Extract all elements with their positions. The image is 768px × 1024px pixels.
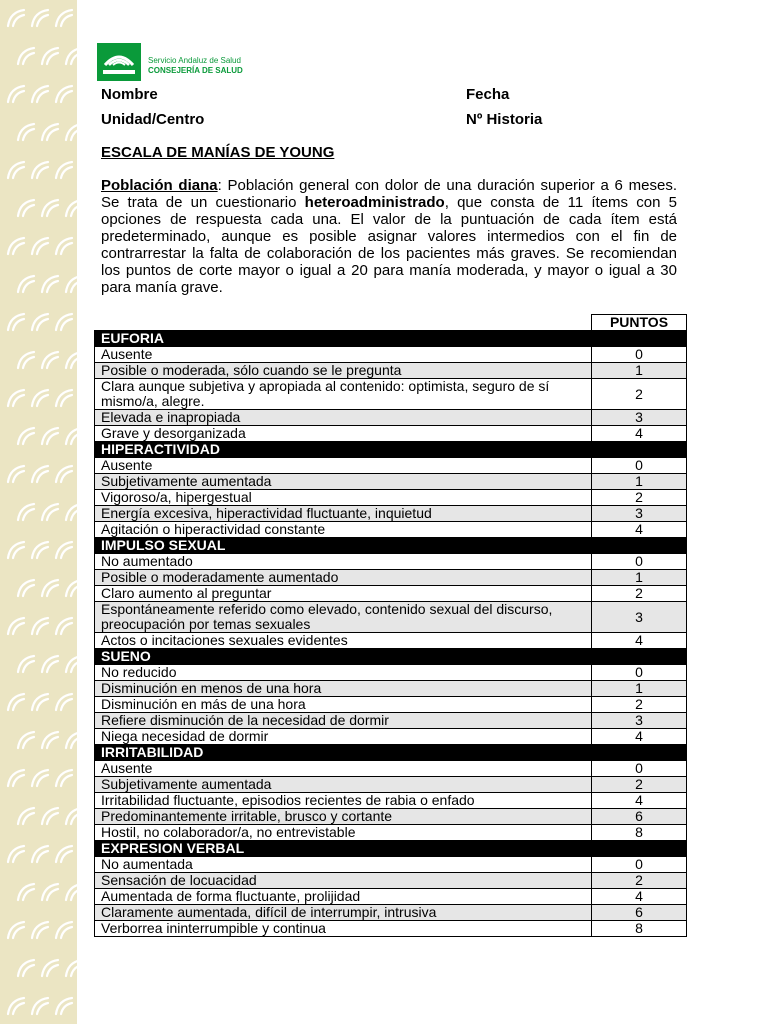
item-description: Agitación o hiperactividad constante — [95, 522, 592, 538]
table-row — [95, 522, 687, 538]
item-points: 2 — [592, 586, 687, 602]
band-swirl-mark — [56, 998, 72, 1014]
band-swirl-mark — [66, 884, 77, 900]
table-row — [95, 793, 687, 809]
section-points-blank — [592, 745, 687, 761]
item-points: 3 — [592, 410, 687, 426]
item-description: Ausente — [95, 761, 592, 777]
band-swirl-mark — [56, 770, 72, 786]
item-points: 4 — [592, 889, 687, 905]
item-points: 1 — [592, 474, 687, 490]
table-row — [95, 729, 687, 745]
band-swirl-mark — [18, 48, 34, 64]
band-swirl-mark — [18, 352, 34, 368]
section-header-row — [95, 745, 687, 761]
table-row — [95, 809, 687, 825]
item-points: 0 — [592, 347, 687, 363]
band-swirl-mark — [32, 694, 48, 710]
band-swirl-mark — [18, 884, 34, 900]
points-column-header: PUNTOS — [592, 315, 687, 331]
band-swirl-mark — [56, 922, 72, 938]
item-points: 8 — [592, 825, 687, 841]
band-swirl-mark — [8, 770, 24, 786]
band-swirl-mark — [8, 846, 24, 862]
band-swirl-mark — [66, 580, 77, 596]
section-header-row — [95, 841, 687, 857]
item-description: Sensación de locuacidad — [95, 873, 592, 889]
band-swirl-mark — [32, 466, 48, 482]
band-swirl-mark — [18, 580, 34, 596]
section-title: IMPULSO SEXUAL — [95, 538, 592, 554]
band-swirl-mark — [8, 542, 24, 558]
item-points: 1 — [592, 681, 687, 697]
section-header-row — [95, 331, 687, 347]
intro-text-1: : Población general con dolor de una duración superior a 6 meses. Se trata de un cuestionario — [101, 177, 677, 211]
item-points: 0 — [592, 458, 687, 474]
target-population-label: Población diana — [101, 177, 218, 194]
band-swirl-mark — [42, 48, 58, 64]
item-points: 3 — [592, 713, 687, 729]
band-swirl-mark — [66, 428, 77, 444]
band-swirl-mark — [32, 10, 48, 26]
band-swirl-mark — [32, 314, 48, 330]
band-swirl-mark — [8, 618, 24, 634]
item-description: Energía excesiva, hiperactividad fluctuante, inquietud — [95, 506, 592, 522]
item-description: No aumentada — [95, 857, 592, 873]
section-points-blank — [592, 442, 687, 458]
table-row — [95, 570, 687, 586]
band-swirl-mark — [32, 86, 48, 102]
band-swirl-mark — [32, 162, 48, 178]
intro-text-2: , que consta de 11 ítems con 5 opciones de respuesta cada una. El valor de la puntuación de cada ítem está predeterminado, aunque es posible asignar valores intermedios con el fin de contrarrestar la falta de colaboración de los pacientes más graves. Se recomiendan los puntos de corte mayor o igual a 20 para manía moderada, y mayor o igual a 30 para manía grave. — [101, 194, 677, 296]
table-row — [95, 426, 687, 442]
item-description: Posible o moderadamente aumentado — [95, 570, 592, 586]
table-row — [95, 410, 687, 426]
table-row — [95, 713, 687, 729]
item-points: 4 — [592, 633, 687, 649]
item-description: Niega necesidad de dormir — [95, 729, 592, 745]
band-swirl-mark — [18, 732, 34, 748]
item-description: Ausente — [95, 347, 592, 363]
band-swirl-mark — [66, 808, 77, 824]
field-historia-label: Nº Historia — [466, 111, 543, 128]
item-description: Ausente — [95, 458, 592, 474]
band-swirl-mark — [18, 428, 34, 444]
section-points-blank — [592, 841, 687, 857]
item-points: 4 — [592, 793, 687, 809]
band-swirl-mark — [32, 770, 48, 786]
band-swirl-mark — [42, 200, 58, 216]
table-row — [95, 363, 687, 379]
band-swirl-mark — [8, 86, 24, 102]
band-swirl-mark — [56, 466, 72, 482]
section-title: EXPRESION VERBAL — [95, 841, 592, 857]
band-swirl-mark — [56, 390, 72, 406]
intro-bold-term: heteroadministrado — [304, 194, 445, 211]
item-description: No reducido — [95, 665, 592, 681]
item-description: Aumentada de forma fluctuante, prolijidad — [95, 889, 592, 905]
item-description: Grave y desorganizada — [95, 426, 592, 442]
item-description: Espontáneamente referido como elevado, contenido sexual del discurso, preocupación por temas sexuales — [95, 602, 592, 633]
table-row — [95, 857, 687, 873]
band-swirl-mark — [42, 884, 58, 900]
item-points: 0 — [592, 665, 687, 681]
item-description: Predominantemente irritable, brusco y cortante — [95, 809, 592, 825]
table-header-blank — [95, 315, 592, 331]
item-points: 6 — [592, 905, 687, 921]
band-swirl-mark — [8, 10, 24, 26]
band-swirl-mark — [32, 846, 48, 862]
section-header-row — [95, 538, 687, 554]
table-row — [95, 761, 687, 777]
item-points: 2 — [592, 490, 687, 506]
band-swirl-mark — [42, 352, 58, 368]
item-description: Vigoroso/a, hipergestual — [95, 490, 592, 506]
decorative-side-band — [0, 0, 77, 1024]
band-swirl-mark — [8, 162, 24, 178]
table-row — [95, 633, 687, 649]
junta-andalucia-logo-icon — [97, 43, 141, 81]
band-swirl-mark — [18, 276, 34, 292]
band-swirl-mark — [66, 732, 77, 748]
band-swirl-mark — [18, 656, 34, 672]
band-swirl-mark — [42, 580, 58, 596]
band-swirl-mark — [56, 162, 72, 178]
band-swirl-mark — [56, 314, 72, 330]
table-row — [95, 873, 687, 889]
logo-ministry-name: CONSEJERÍA DE SALUD — [148, 66, 243, 75]
band-swirl-mark — [42, 276, 58, 292]
band-swirl-mark — [66, 48, 77, 64]
item-points: 4 — [592, 729, 687, 745]
band-swirl-mark — [56, 86, 72, 102]
section-title: EUFORIA — [95, 331, 592, 347]
table-row — [95, 602, 687, 633]
item-description: Disminución en menos de una hora — [95, 681, 592, 697]
item-points: 2 — [592, 697, 687, 713]
item-description: Subjetivamente aumentada — [95, 474, 592, 490]
item-points: 3 — [592, 506, 687, 522]
section-points-blank — [592, 538, 687, 554]
field-nombre-label: Nombre — [101, 86, 158, 103]
table-row — [95, 506, 687, 522]
table-row — [95, 777, 687, 793]
band-swirl-mark — [8, 694, 24, 710]
section-points-blank — [592, 649, 687, 665]
section-title: IRRITABILIDAD — [95, 745, 592, 761]
item-points: 4 — [592, 522, 687, 538]
band-swirl-mark — [32, 998, 48, 1014]
logo — [97, 43, 247, 83]
item-points: 8 — [592, 921, 687, 937]
table-header-row — [95, 315, 687, 331]
band-swirl-mark — [42, 656, 58, 672]
band-swirl-mark — [32, 922, 48, 938]
band-swirl-mark — [18, 504, 34, 520]
table-row — [95, 681, 687, 697]
table-row — [95, 474, 687, 490]
band-swirl-pattern — [0, 0, 77, 1024]
band-swirl-mark — [18, 124, 34, 140]
band-swirl-mark — [18, 200, 34, 216]
band-swirl-mark — [56, 618, 72, 634]
item-description: No aumentado — [95, 554, 592, 570]
band-swirl-mark — [8, 466, 24, 482]
document-title: ESCALA DE MANÍAS DE YOUNG — [101, 144, 335, 161]
intro-paragraph — [101, 177, 677, 296]
table-row — [95, 458, 687, 474]
band-swirl-mark — [66, 504, 77, 520]
band-swirl-mark — [42, 960, 58, 976]
field-fecha-label: Fecha — [466, 86, 510, 103]
item-points: 4 — [592, 426, 687, 442]
band-swirl-mark — [32, 618, 48, 634]
logo-service-name: Servicio Andaluz de Salud — [148, 56, 241, 65]
band-swirl-mark — [56, 846, 72, 862]
table-row — [95, 921, 687, 937]
item-description: Claro aumento al preguntar — [95, 586, 592, 602]
table-row — [95, 554, 687, 570]
band-swirl-mark — [56, 542, 72, 558]
item-points: 3 — [592, 602, 687, 633]
band-swirl-mark — [66, 200, 77, 216]
item-description: Subjetivamente aumentada — [95, 777, 592, 793]
table-row — [95, 905, 687, 921]
item-description: Clara aunque subjetiva y apropiada al contenido: optimista, seguro de sí mismo/a, alegre. — [95, 379, 592, 410]
band-swirl-mark — [18, 960, 34, 976]
band-swirl-mark — [8, 998, 24, 1014]
table-row — [95, 379, 687, 410]
item-points: 2 — [592, 873, 687, 889]
item-points: 0 — [592, 761, 687, 777]
item-description: Actos o incitaciones sexuales evidentes — [95, 633, 592, 649]
item-points: 2 — [592, 777, 687, 793]
band-swirl-mark — [42, 504, 58, 520]
band-swirl-mark — [56, 694, 72, 710]
band-swirl-mark — [42, 428, 58, 444]
item-points: 2 — [592, 379, 687, 410]
table-row — [95, 665, 687, 681]
band-swirl-mark — [56, 10, 72, 26]
band-swirl-mark — [32, 390, 48, 406]
section-title: HIPERACTIVIDAD — [95, 442, 592, 458]
band-swirl-mark — [66, 352, 77, 368]
item-description: Claramente aumentada, difícil de interrumpir, intrusiva — [95, 905, 592, 921]
table-row — [95, 825, 687, 841]
band-swirl-mark — [66, 276, 77, 292]
section-title: SUENO — [95, 649, 592, 665]
field-unidad-label: Unidad/Centro — [101, 111, 205, 128]
band-swirl-mark — [32, 238, 48, 254]
section-points-blank — [592, 331, 687, 347]
band-swirl-mark — [66, 960, 77, 976]
item-description: Irritabilidad fluctuante, episodios recientes de rabia o enfado — [95, 793, 592, 809]
band-swirl-mark — [42, 808, 58, 824]
band-swirl-mark — [8, 922, 24, 938]
table-row — [95, 889, 687, 905]
band-swirl-mark — [42, 732, 58, 748]
item-points: 0 — [592, 554, 687, 570]
band-swirl-mark — [56, 238, 72, 254]
band-swirl-mark — [66, 124, 77, 140]
item-points: 6 — [592, 809, 687, 825]
section-header-row — [95, 442, 687, 458]
table-row — [95, 347, 687, 363]
section-header-row — [95, 649, 687, 665]
young-mania-scale-table — [94, 314, 687, 937]
item-description: Disminución en más de una hora — [95, 697, 592, 713]
table-row — [95, 490, 687, 506]
item-points: 1 — [592, 363, 687, 379]
band-swirl-mark — [42, 124, 58, 140]
band-swirl-mark — [8, 238, 24, 254]
band-swirl-mark — [8, 314, 24, 330]
item-description: Refiere disminución de la necesidad de dormir — [95, 713, 592, 729]
band-swirl-mark — [32, 542, 48, 558]
item-description: Hostil, no colaborador/a, no entrevistable — [95, 825, 592, 841]
item-points: 0 — [592, 857, 687, 873]
table-row — [95, 586, 687, 602]
band-swirl-mark — [66, 656, 77, 672]
item-points: 1 — [592, 570, 687, 586]
item-description: Posible o moderada, sólo cuando se le pregunta — [95, 363, 592, 379]
band-swirl-mark — [18, 808, 34, 824]
item-description: Verborrea ininterrumpible y continua — [95, 921, 592, 937]
band-swirl-mark — [8, 390, 24, 406]
item-description: Elevada e inapropiada — [95, 410, 592, 426]
table-row — [95, 697, 687, 713]
